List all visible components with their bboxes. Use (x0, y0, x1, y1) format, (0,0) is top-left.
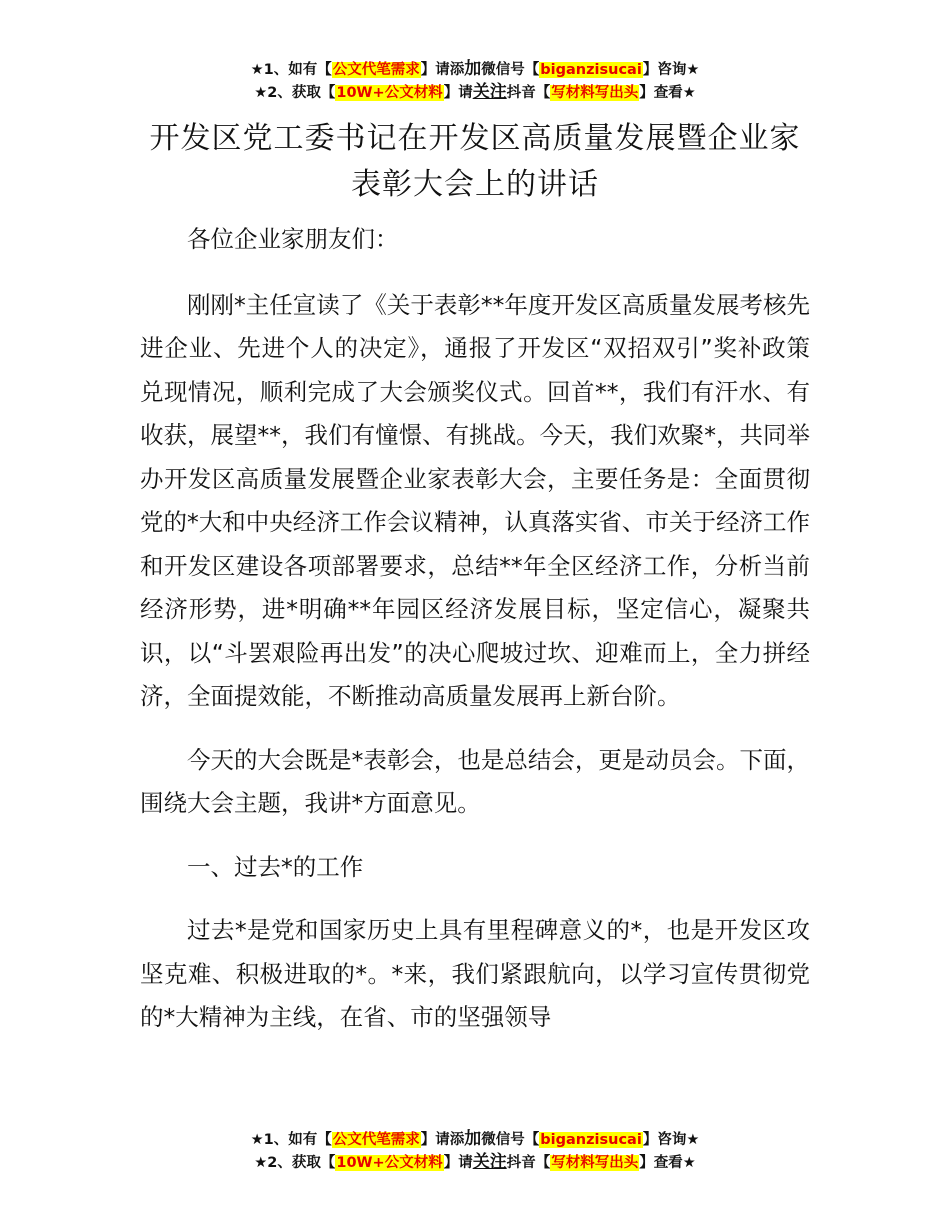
document-body (140, 218, 810, 1060)
promo-highlight: 公文代笔需求 (332, 62, 420, 78)
promo-text: ★1、如有【 (250, 62, 332, 78)
promo-text: 】请添 (420, 1132, 465, 1148)
promo-highlight: 10W+公文材料 (336, 85, 443, 101)
douyin-id-highlight: 写材料写出头 (551, 85, 639, 101)
promo-text: 微信号【 (481, 1132, 540, 1148)
promo-text: ★1、如有【 (250, 1132, 332, 1148)
promo-text: 】请 (443, 85, 473, 101)
promo-text: 抖音【 (506, 85, 551, 101)
promo-line-1 (0, 58, 950, 81)
promo-text: 】咨询★ (642, 1132, 700, 1148)
wechat-id-highlight: biganzisucai (540, 62, 642, 78)
promo-line-2 (0, 81, 950, 104)
promo-text: 抖音【 (506, 1155, 551, 1171)
promo-text: ★2、获取【 (254, 1155, 336, 1171)
salutation: 各位企业家朋友们： (187, 225, 399, 253)
body-paragraph: 今天的大会既是*表彰会，也是总结会，更是动员会。下面，围绕大会主题，我讲*方面意见。 (140, 745, 810, 817)
promo-highlight: 公文代笔需求 (332, 1132, 420, 1148)
promo-text: 】咨询★ (642, 62, 700, 78)
promo-text: 】查看★ (639, 1155, 696, 1171)
document-title: 开发区党工委书记在开发区高质量发展暨企业家表彰大会上的讲话 (149, 121, 801, 202)
promo-line-1 (0, 1128, 950, 1151)
promo-line-2 (0, 1151, 950, 1174)
promo-text: 】请 (443, 1155, 473, 1171)
promo-emphasis: 关注 (472, 1152, 507, 1172)
promo-text: 】查看★ (639, 85, 696, 101)
promo-emphasis: 加 (464, 1129, 482, 1149)
body-paragraph: 刚刚*主任宣读了《关于表彰**年度开发区高质量发展考核先进企业、先进个人的决定》，通报了开发区“双招双引”奖补政策兑现情况，顺利完成了大会颁奖仪式。回首**，我们有汗水、有收获，展望**，我们有憧憬、有挑战。今天，我们欢聚*，共同举办开发区高质量发展暨企业家表彰大会，主要任务是：全面贯彻党的*大和中央经济工作会议精神，认真落实省、市关于经济工作和开发区建设各项部署要求，总结**年全区经济工作，分析当前经济形势，进*明确**年园区经济发展目标，坚定信心，凝聚共识，以“斗罢艰险再出发”的决心爬坡过坎、迎难而上，全力拼经济，全面提效能，不断推动高质量发展再上新台阶。 (140, 290, 810, 710)
promo-highlight: 10W+公文材料 (336, 1155, 443, 1171)
section-heading: 一、过去*的工作 (187, 852, 364, 881)
wechat-id-highlight: biganzisucai (540, 1132, 642, 1148)
promo-emphasis: 加 (464, 59, 482, 79)
promo-emphasis: 关注 (472, 82, 507, 102)
promo-text: 微信号【 (481, 62, 540, 78)
promo-text: ★2、获取【 (254, 85, 336, 101)
douyin-id-highlight: 写材料写出头 (551, 1155, 639, 1171)
promo-text: 】请添 (420, 62, 465, 78)
top-promo-banner (0, 58, 950, 104)
bottom-promo-banner (0, 1128, 950, 1174)
body-paragraph: 过去*是党和国家历史上具有里程碑意义的*，也是开发区攻坚克难、积极进取的*。*来，我们紧跟航向，以学习宣传贯彻党的*大精神为主线，在省、市的坚强领导 (140, 916, 810, 1031)
